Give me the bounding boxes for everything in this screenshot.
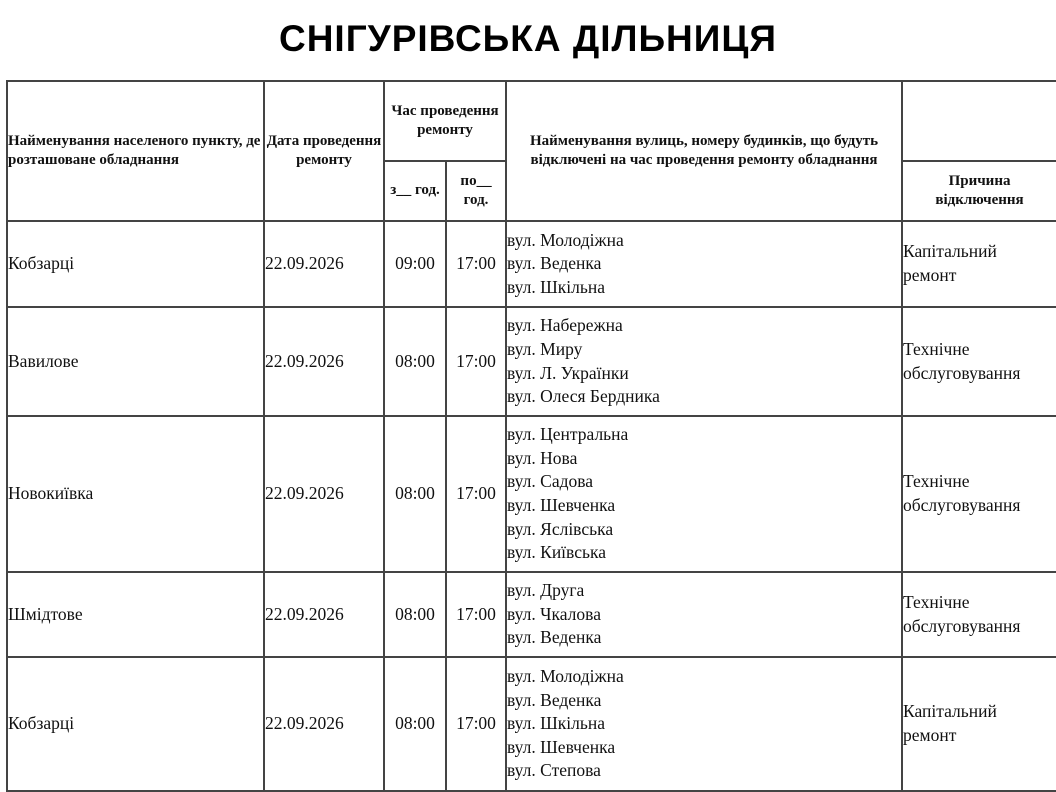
reason-text: Технічне обслуговування [903, 591, 1021, 636]
street-item: вул. Яслівська [507, 518, 614, 539]
header-time: Час проведення ремонту [384, 81, 506, 161]
date-cell: 22.09.2026 [264, 221, 384, 307]
header-date: Дата проведення ремонту [264, 81, 384, 221]
time-to-cell: 17:00 [446, 416, 506, 572]
reason-cell [902, 307, 1056, 416]
streets-cell [506, 416, 902, 572]
street-item: вул. Веденка [507, 253, 602, 274]
header-row-top [7, 81, 1056, 161]
street-item: вул. Чкалова [507, 603, 601, 624]
streets-cell [506, 657, 902, 791]
reason-text: Капітальний ремонт [903, 701, 997, 745]
street-item: вул. Нова [507, 447, 578, 468]
date-cell: 22.09.2026 [264, 572, 384, 657]
street-item: вул. Київська [507, 542, 606, 563]
header-streets: Найменування вулиць, номеру будинків, що будуть відключені на час проведення ремонту обладнання [506, 81, 902, 221]
location-cell: Новокиївка [7, 416, 264, 572]
street-item: вул. Молодіжна [507, 229, 624, 250]
location-cell: Вавилове [7, 307, 264, 416]
reason-text: Капітальний ремонт [903, 241, 997, 285]
street-item: вул. Набережна [507, 315, 623, 336]
header-time-from: з__ год. [384, 161, 446, 221]
time-from-cell: 08:00 [384, 307, 446, 416]
reason-text: Технічне обслуговування [903, 471, 1021, 515]
location-cell: Кобзарці [7, 221, 264, 307]
street-item: вул. Миру [507, 338, 583, 359]
time-to-cell: 17:00 [446, 657, 506, 791]
street-item: вул. Садова [507, 471, 594, 492]
street-item: вул. Степова [507, 760, 601, 781]
reason-text: Технічне обслуговування [903, 338, 1021, 383]
header-blank-cell [902, 81, 1056, 161]
time-from-cell: 08:00 [384, 572, 446, 657]
header-time-to: по__ год. [446, 161, 506, 221]
time-from-cell: 09:00 [384, 221, 446, 307]
reason-cell [902, 416, 1056, 572]
repair-schedule-table [6, 80, 1056, 792]
time-from-cell: 08:00 [384, 657, 446, 791]
time-to-cell: 17:00 [446, 221, 506, 307]
page-title: СНІГУРІВСЬКА ДІЛЬНИЦЯ [278, 18, 777, 59]
time-to-cell: 17:00 [446, 307, 506, 416]
street-item: вул. Молодіжна [507, 665, 624, 686]
table-row [7, 307, 1056, 416]
reason-cell [902, 657, 1056, 791]
street-item: вул. Веденка [507, 627, 602, 648]
street-item: вул. Шкільна [507, 713, 606, 734]
date-cell: 22.09.2026 [264, 657, 384, 791]
time-from-cell: 08:00 [384, 416, 446, 572]
reason-cell [902, 221, 1056, 307]
street-item: вул. Центральна [507, 424, 629, 445]
street-item: вул. Шевченка [507, 736, 616, 757]
street-item: вул. Шкільна [507, 276, 606, 297]
date-cell: 22.09.2026 [264, 416, 384, 572]
header-reason: Причина відключення [902, 161, 1056, 221]
date-cell: 22.09.2026 [264, 307, 384, 416]
time-to-cell: 17:00 [446, 572, 506, 657]
reason-cell [902, 572, 1056, 657]
street-item: вул. Веденка [507, 689, 602, 710]
street-item: вул. Друга [507, 580, 585, 601]
table-row [7, 416, 1056, 572]
table-row [7, 221, 1056, 307]
table-row [7, 657, 1056, 791]
street-item: вул. Шевченка [507, 495, 616, 515]
streets-cell [506, 572, 902, 657]
streets-cell [506, 307, 902, 416]
street-item: вул. Л. Українки [507, 362, 629, 383]
header-location: Найменування населеного пункту, де розташоване обладнання [7, 81, 264, 221]
table-row [7, 572, 1056, 657]
location-cell: Кобзарці [7, 657, 264, 791]
street-item: вул. Олеся Бердника [507, 386, 660, 407]
location-cell: Шмідтове [7, 572, 264, 657]
streets-cell [506, 221, 902, 307]
